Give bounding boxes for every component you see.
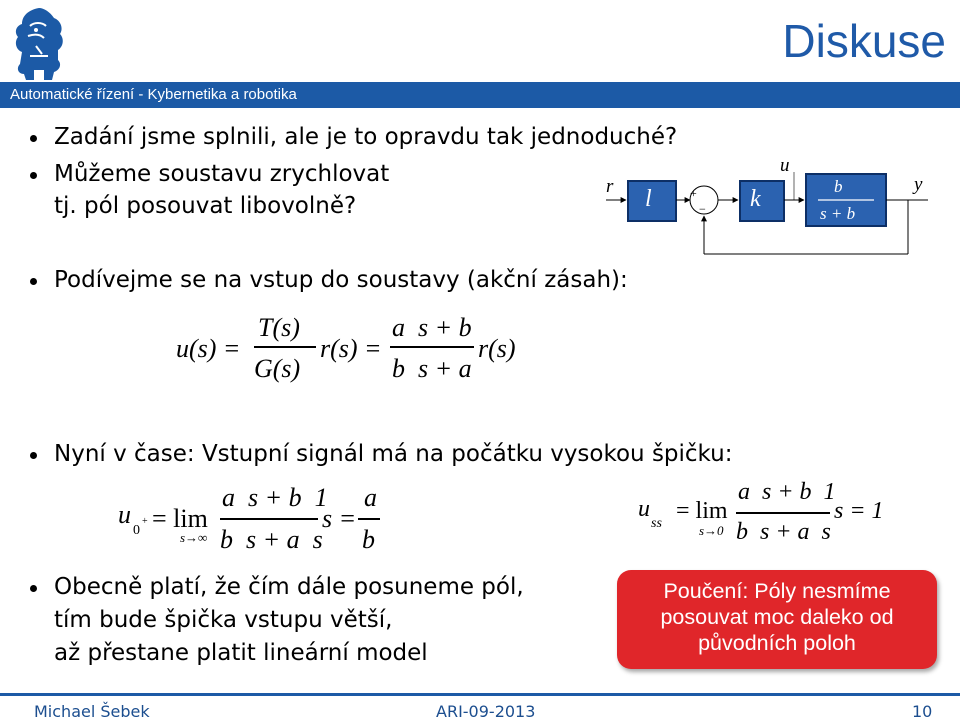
signal-u: u: [780, 155, 790, 176]
eq1-mid: r(s) =: [320, 334, 382, 363]
bullet-text: tím bude špička vstupu větší,: [54, 607, 393, 633]
eq2-u-sub: 0: [133, 523, 140, 538]
eq1-frac1-den: G(s): [254, 354, 301, 383]
eq2-mid: s =: [322, 504, 357, 533]
eq3-u: u: [638, 496, 650, 522]
eq1-frac1-bar: [254, 346, 316, 348]
bullet-text: Obecně platí, že čím dále posuneme pól,: [54, 574, 524, 600]
eq1-lhs: u(s) =: [176, 334, 241, 363]
bullet-text: Můžeme soustavu zrychlovat: [54, 161, 390, 187]
eq3-frac-bar: [736, 512, 830, 514]
block-k: [740, 181, 784, 221]
plant-denominator: s + b: [820, 204, 856, 223]
block-l-label: l: [645, 186, 652, 212]
bullet-dot: [30, 278, 37, 285]
junction-minus: −: [699, 202, 706, 216]
eq1-frac2-den: b s + a: [392, 354, 472, 383]
bullet-text: tj. pól posouvat libovolně?: [54, 193, 357, 219]
junction-plus: +: [690, 186, 697, 200]
eq1-frac2-num: a s + b: [392, 313, 472, 342]
eq1-tail: r(s): [478, 334, 516, 363]
page-number: 10: [912, 702, 933, 721]
bullet-text: Zadání jsme splnili, ale je to opravdu tak jednoduché?: [54, 124, 678, 150]
eq3-frac-num: a s + b 1: [738, 479, 836, 505]
eq3-u-sub: ss: [651, 516, 662, 531]
block-l: [628, 181, 676, 221]
bullet-text: Nyní v čase: Vstupní signál má na počátku vysokou špičku:: [54, 441, 733, 467]
eq2-lim: = lim: [152, 504, 208, 533]
eq1-frac2-bar: [390, 346, 474, 348]
eq2-res-num: a: [364, 483, 377, 512]
bullet-text: až přestane platit lineární model: [54, 640, 428, 666]
lesson-callout-text: Poučení: Póly nesmíme posouvat moc daleko od původních poloh: [660, 579, 894, 655]
bullet-dot: [30, 452, 37, 459]
signal-y: y: [914, 174, 923, 195]
block-diagram: [596, 158, 936, 268]
signal-r: r: [606, 176, 614, 197]
footer-code: ARI-09-2013: [436, 702, 536, 721]
eq3-lim-sub: s→0: [699, 523, 724, 538]
eq2-res-den: b: [362, 525, 375, 554]
bullet-dot: [30, 172, 37, 179]
eq2-lim-sub: s→∞: [180, 530, 208, 545]
eq2-res-bar: [358, 518, 380, 520]
eq3-frac-den: b s + a s: [736, 519, 831, 545]
course-subtitle: Automatické řízení - Kybernetika a robotika: [10, 86, 297, 103]
block-k-label: k: [750, 186, 761, 212]
slide-title: Diskuse: [782, 15, 946, 67]
eq2-u-sup: +: [142, 516, 148, 527]
plant-numerator: b: [834, 177, 843, 196]
eq2-frac-bar: [220, 518, 318, 520]
eq2-frac-num: a s + b 1: [222, 483, 328, 512]
footer-author: Michael Šebek: [34, 702, 150, 721]
bullet-dot: [30, 135, 37, 142]
lion-logo: [6, 4, 72, 82]
bullet-dot: [30, 585, 37, 592]
eq1-frac1-num: T(s): [258, 313, 300, 342]
eq3-lim: = lim: [676, 498, 728, 524]
footer-divider: [0, 693, 960, 696]
eq2-u: u: [118, 500, 131, 529]
eq2-frac-den: b s + a s: [220, 525, 323, 554]
bullet-text: Podívejme se na vstup do soustavy (akční zásah):: [54, 267, 628, 293]
eq3-tail: s = 1: [834, 498, 884, 524]
